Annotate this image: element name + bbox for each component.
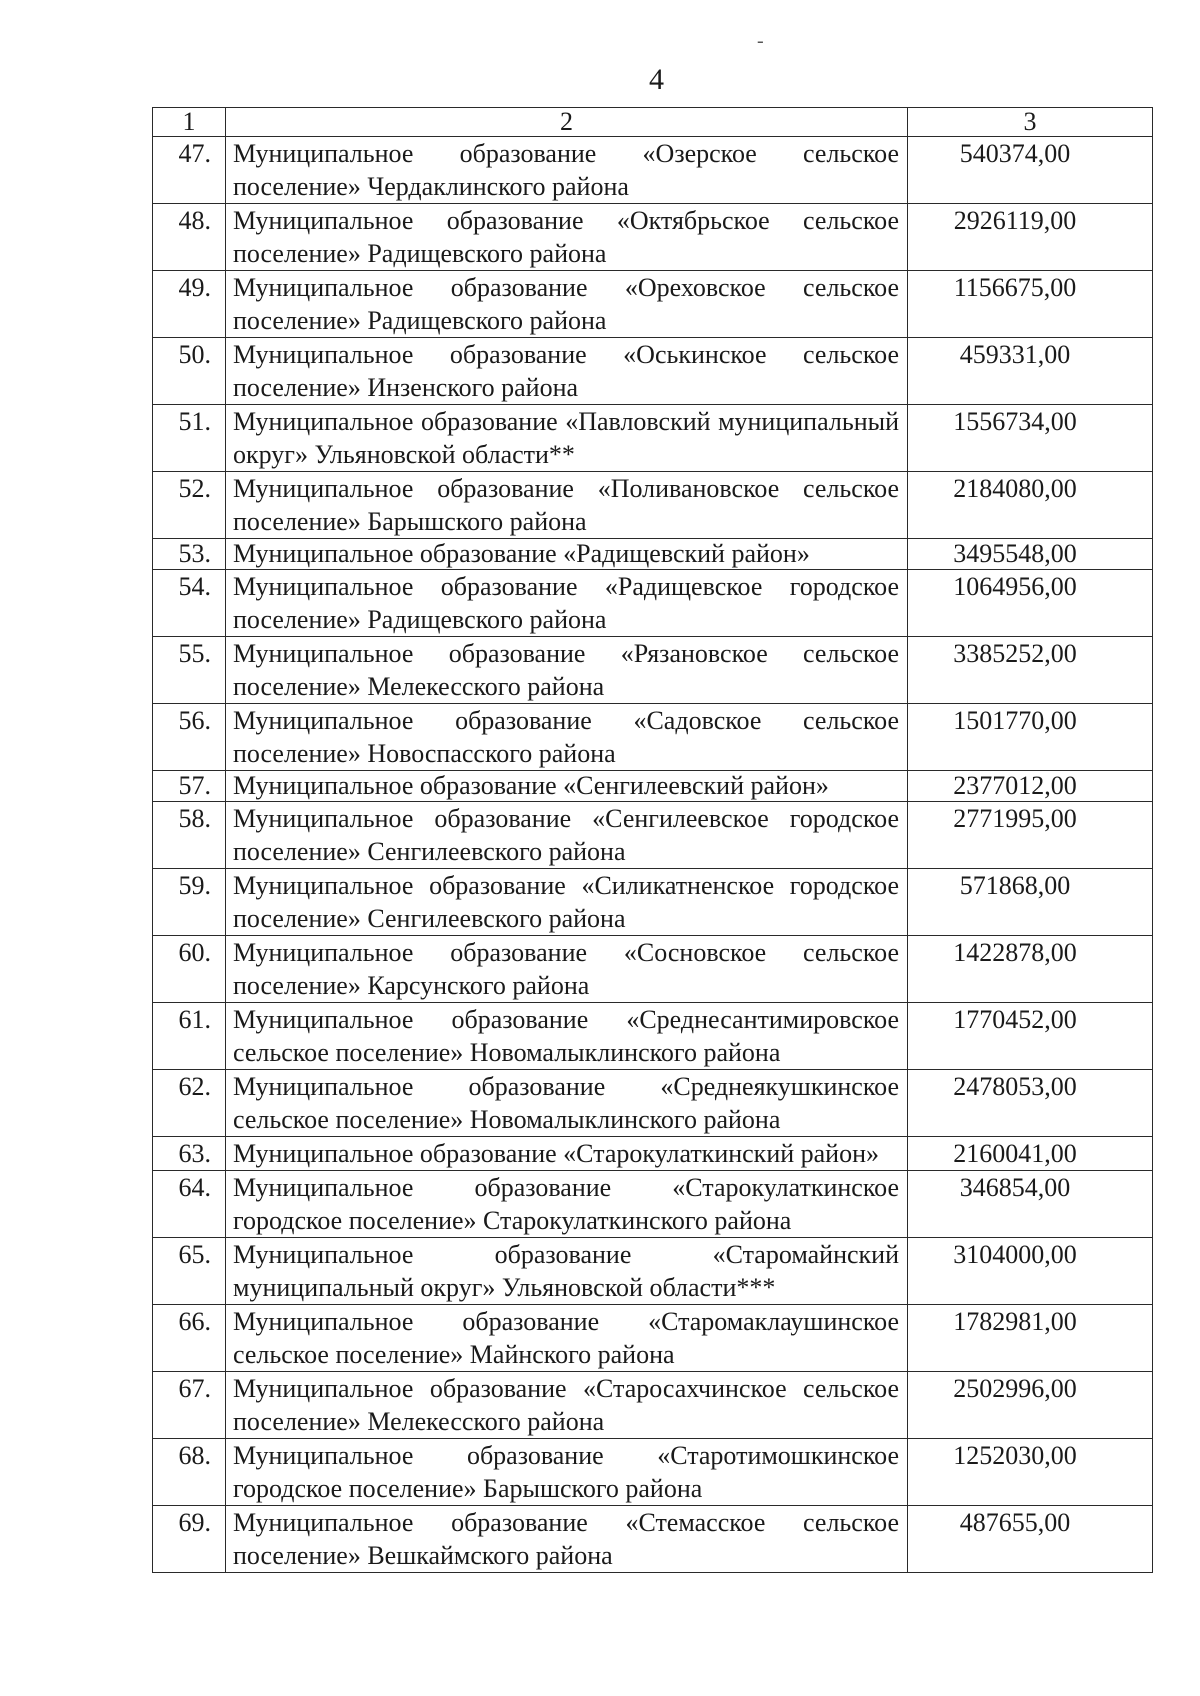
allocation-table xyxy=(152,107,1153,1573)
row-number-cell: 59. xyxy=(153,869,226,936)
municipality-name-cell: Муниципальное образование «Радищевский район» xyxy=(226,539,908,570)
municipality-name-cell: Муниципальное образование «Павловский муниципальный округ» Ульяновской области** xyxy=(226,405,908,472)
table-row xyxy=(153,1506,1153,1573)
amount-cell: 2926119,00 xyxy=(908,204,1153,271)
row-number-cell: 60. xyxy=(153,936,226,1003)
municipality-name-cell: Муниципальное образование «Поливановское сельское поселение» Барышского района xyxy=(226,472,908,539)
table-header-row xyxy=(153,108,1153,137)
row-number-cell: 47. xyxy=(153,137,226,204)
table-row xyxy=(153,472,1153,539)
table-row xyxy=(153,570,1153,637)
page-number: 4 xyxy=(649,63,664,96)
table-row xyxy=(153,1372,1153,1439)
row-number-cell: 65. xyxy=(153,1238,226,1305)
amount-cell: 2502996,00 xyxy=(908,1372,1153,1439)
municipality-name-cell: Муниципальное образование «Октябрьское сельское поселение» Радищевского района xyxy=(226,204,908,271)
row-number-cell: 48. xyxy=(153,204,226,271)
table-body xyxy=(153,137,1153,1573)
municipality-name-cell: Муниципальное образование «Сосновское сельское поселение» Карсунского района xyxy=(226,936,908,1003)
row-number-cell: 63. xyxy=(153,1137,226,1171)
municipality-name-cell: Муниципальное образование «Среднеякушкинское сельское поселение» Новомалыклинского района xyxy=(226,1070,908,1137)
amount-cell: 2478053,00 xyxy=(908,1070,1153,1137)
municipality-name-cell: Муниципальное образование «Оськинское сельское поселение» Инзенского района xyxy=(226,338,908,405)
row-number-cell: 55. xyxy=(153,637,226,704)
table-row xyxy=(153,338,1153,405)
row-number-cell: 67. xyxy=(153,1372,226,1439)
row-number-cell: 50. xyxy=(153,338,226,405)
column-header-name: 2 xyxy=(226,108,908,137)
row-number-cell: 68. xyxy=(153,1439,226,1506)
table-row xyxy=(153,1439,1153,1506)
amount-cell: 1501770,00 xyxy=(908,704,1153,771)
amount-cell: 2771995,00 xyxy=(908,802,1153,869)
amount-cell: 459331,00 xyxy=(908,338,1153,405)
amount-cell: 2184080,00 xyxy=(908,472,1153,539)
table-row xyxy=(153,802,1153,869)
row-number-cell: 69. xyxy=(153,1506,226,1573)
municipality-name-cell: Муниципальное образование «Озерское сельское поселение» Чердаклинского района xyxy=(226,137,908,204)
municipality-name-cell: Муниципальное образование «Рязановское сельское поселение» Мелекесского района xyxy=(226,637,908,704)
scan-speck: - xyxy=(757,30,764,52)
amount-cell: 487655,00 xyxy=(908,1506,1153,1573)
allocation-table-container xyxy=(152,107,1153,1573)
table-row xyxy=(153,771,1153,802)
row-number-cell: 58. xyxy=(153,802,226,869)
row-number-cell: 49. xyxy=(153,271,226,338)
amount-cell: 2377012,00 xyxy=(908,771,1153,802)
amount-cell: 2160041,00 xyxy=(908,1137,1153,1171)
row-number-cell: 64. xyxy=(153,1171,226,1238)
amount-cell: 1064956,00 xyxy=(908,570,1153,637)
column-header-number: 1 xyxy=(153,108,226,137)
municipality-name-cell: Муниципальное образование «Сенгилеевский район» xyxy=(226,771,908,802)
row-number-cell: 51. xyxy=(153,405,226,472)
amount-cell: 3104000,00 xyxy=(908,1238,1153,1305)
column-header-amount: 3 xyxy=(908,108,1153,137)
row-number-cell: 53. xyxy=(153,539,226,570)
amount-cell: 3495548,00 xyxy=(908,539,1153,570)
amount-cell: 346854,00 xyxy=(908,1171,1153,1238)
table-row xyxy=(153,1137,1153,1171)
table-row xyxy=(153,539,1153,570)
table-row xyxy=(153,1305,1153,1372)
municipality-name-cell: Муниципальное образование «Старокулаткинское городское поселение» Старокулаткинского района xyxy=(226,1171,908,1238)
table-row xyxy=(153,637,1153,704)
municipality-name-cell: Муниципальное образование «Старомайнский муниципальный округ» Ульяновской области*** xyxy=(226,1238,908,1305)
amount-cell: 3385252,00 xyxy=(908,637,1153,704)
amount-cell: 1770452,00 xyxy=(908,1003,1153,1070)
amount-cell: 571868,00 xyxy=(908,869,1153,936)
municipality-name-cell: Муниципальное образование «Сенгилеевское городское поселение» Сенгилеевского района xyxy=(226,802,908,869)
amount-cell: 1556734,00 xyxy=(908,405,1153,472)
table-row xyxy=(153,936,1153,1003)
table-row xyxy=(153,1070,1153,1137)
table-row xyxy=(153,704,1153,771)
row-number-cell: 61. xyxy=(153,1003,226,1070)
municipality-name-cell: Муниципальное образование «Радищевское городское поселение» Радищевского района xyxy=(226,570,908,637)
table-row xyxy=(153,869,1153,936)
municipality-name-cell: Муниципальное образование «Садовское сельское поселение» Новоспасского района xyxy=(226,704,908,771)
municipality-name-cell: Муниципальное образование «Старомаклаушинское сельское поселение» Майнского района xyxy=(226,1305,908,1372)
table-row xyxy=(153,204,1153,271)
row-number-cell: 66. xyxy=(153,1305,226,1372)
row-number-cell: 57. xyxy=(153,771,226,802)
amount-cell: 1252030,00 xyxy=(908,1439,1153,1506)
table-row xyxy=(153,405,1153,472)
table-row xyxy=(153,137,1153,204)
row-number-cell: 62. xyxy=(153,1070,226,1137)
row-number-cell: 56. xyxy=(153,704,226,771)
municipality-name-cell: Муниципальное образование «Стемасское сельское поселение» Вешкаймского района xyxy=(226,1506,908,1573)
municipality-name-cell: Муниципальное образование «Старосахчинское сельское поселение» Мелекесского района xyxy=(226,1372,908,1439)
amount-cell: 1782981,00 xyxy=(908,1305,1153,1372)
table-row xyxy=(153,271,1153,338)
row-number-cell: 54. xyxy=(153,570,226,637)
table-row xyxy=(153,1003,1153,1070)
amount-cell: 1422878,00 xyxy=(908,936,1153,1003)
municipality-name-cell: Муниципальное образование «Старотимошкинское городское поселение» Барышского района xyxy=(226,1439,908,1506)
municipality-name-cell: Муниципальное образование «Среднесантимировское сельское поселение» Новомалыклинского района xyxy=(226,1003,908,1070)
amount-cell: 540374,00 xyxy=(908,137,1153,204)
row-number-cell: 52. xyxy=(153,472,226,539)
table-row xyxy=(153,1171,1153,1238)
municipality-name-cell: Муниципальное образование «Ореховское сельское поселение» Радищевского района xyxy=(226,271,908,338)
amount-cell: 1156675,00 xyxy=(908,271,1153,338)
table-row xyxy=(153,1238,1153,1305)
municipality-name-cell: Муниципальное образование «Силикатненское городское поселение» Сенгилеевского района xyxy=(226,869,908,936)
municipality-name-cell: Муниципальное образование «Старокулаткинский район» xyxy=(226,1137,908,1171)
